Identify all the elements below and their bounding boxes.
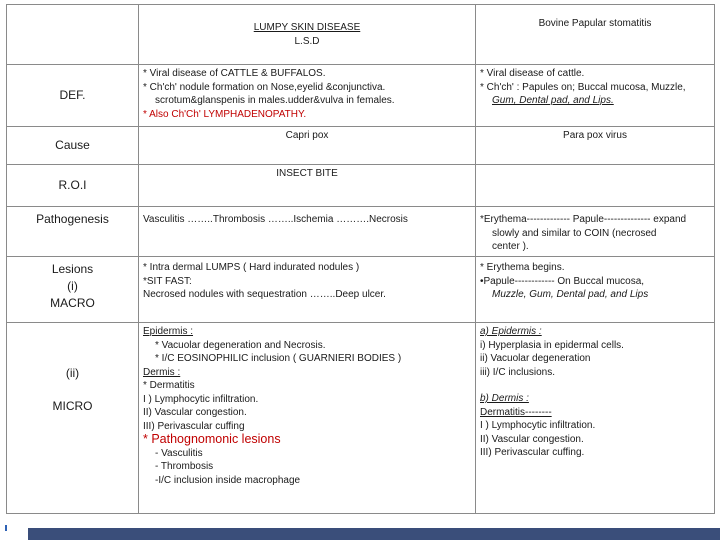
- micro-lsd-line5: * Dermatitis: [143, 380, 195, 391]
- micro-lsd-line3: * I/C EOSINOPHILIC inclusion ( GUARNIERI BODIES ): [155, 353, 402, 364]
- micro-bps-line4: iii) I/C inclusions.: [480, 366, 556, 378]
- micro-lsd-line2: * Vacuolar degeneration and Necrosis.: [155, 339, 326, 351]
- micro-label-cell: [7, 323, 139, 514]
- roi-lsd: INSECT BITE: [139, 165, 476, 207]
- lesions-label-line1: Lesions: [51, 262, 94, 276]
- pathogenesis-bps-cell: [476, 207, 715, 257]
- lsd-header: [139, 5, 476, 65]
- cause-row: [7, 127, 715, 165]
- def-lsd-line2: * Ch'ch' nodule formation on Nose,eyelid &conjunctiva.: [143, 81, 386, 93]
- micro-bps-spacer: [480, 379, 710, 392]
- micro-label-line2: MICRO: [52, 399, 93, 413]
- def-bps-line3: Gum, Dental pad, and Lips.: [492, 95, 614, 106]
- micro-bps-line9: III) Perivascular cuffing.: [480, 447, 585, 458]
- comparison-table: [6, 4, 715, 514]
- micro-label-line1: (ii): [65, 366, 80, 380]
- lesions-bps-line2: •Papule------------ On Buccal mucosa,: [480, 275, 645, 287]
- lesions-bps-line1: * Erythema begins.: [480, 262, 565, 273]
- def-row: [7, 65, 715, 127]
- micro-bps-cell: [476, 323, 715, 514]
- cause-lsd: Capri pox: [139, 127, 476, 165]
- pathogenesis-label: Pathogenesis: [7, 207, 139, 257]
- micro-lsd-line8: III) Perivascular cuffing: [143, 420, 245, 432]
- micro-lsd-line6: I ) Lymphocytic infiltration.: [143, 393, 259, 405]
- micro-lsd-line4: Dermis :: [143, 366, 181, 378]
- pathogenesis-bps-line2: slowly and similar to COIN (necrosed: [492, 227, 657, 239]
- micro-lsd-line12: -I/C inclusion inside macrophage: [155, 474, 301, 486]
- def-bps-line2: * Ch'ch' : Papules on; Buccal mucosa, Muzzle,: [480, 81, 686, 93]
- micro-lsd-line1: Epidermis :: [143, 326, 194, 337]
- lesions-lsd-line1: * Intra dermal LUMPS ( Hard indurated nodules ): [143, 262, 360, 273]
- micro-lsd-line11: - Thrombosis: [155, 461, 214, 472]
- lesions-label-line2: (i): [67, 279, 78, 293]
- def-lsd-line4: * Also Ch'Ch' LYMPHADENOPATHY.: [143, 108, 307, 120]
- slide-bullet-mark: [5, 525, 12, 531]
- lesions-label-cell: [7, 257, 139, 323]
- micro-bps-line3: ii) Vacuolar degeneration: [480, 353, 591, 364]
- def-lsd-cell: [139, 65, 476, 127]
- pathogenesis-row: [7, 207, 715, 257]
- lesions-label-line3: MACRO: [50, 296, 95, 310]
- lsd-title: LUMPY SKIN DISEASE: [253, 22, 361, 33]
- lesions-bps-line3: Muzzle, Gum, Dental pad, and Lips: [492, 289, 649, 300]
- cause-bps: Para pox virus: [476, 127, 715, 165]
- micro-bps-line5: b) Dermis :: [480, 393, 529, 404]
- pathogenesis-bps-line3: center ).: [492, 241, 529, 252]
- micro-lsd-pathognomonic: * Pathognomonic lesions: [143, 432, 281, 446]
- micro-lsd-line10: - Vasculitis: [155, 447, 203, 459]
- pathogenesis-bps-line1: *Erythema------------- Papule-------------- expand: [480, 214, 687, 225]
- lesions-bps-cell: [476, 257, 715, 323]
- def-label: DEF.: [7, 65, 139, 127]
- micro-bps-line1: a) Epidermis :: [480, 326, 542, 337]
- roi-bps-empty: [476, 165, 715, 207]
- micro-bps-line2: i) Hyperplasia in epidermal cells.: [480, 339, 624, 351]
- lsd-subtitle: L.S.D: [294, 35, 320, 47]
- bps-header: [476, 5, 715, 65]
- roi-label: R.O.I: [7, 165, 139, 207]
- def-bps-cell: [476, 65, 715, 127]
- lesions-lsd-line3: Necrosed nodules with sequestration ……..Deep ulcer.: [143, 289, 386, 300]
- def-lsd-line1: * Viral disease of CATTLE & BUFFALOS.: [143, 68, 326, 79]
- lesions-lsd-cell: [139, 257, 476, 323]
- slide-footer-bar: [28, 528, 720, 540]
- def-lsd-line3: scrotum&glanspenis in males.udder&vulva in females.: [155, 95, 395, 106]
- empty-header-cell: [7, 5, 139, 65]
- lesions-row: [7, 257, 715, 323]
- micro-row: [7, 323, 715, 514]
- micro-bps-line7: I ) Lymphocytic infiltration.: [480, 420, 596, 431]
- header-row: [7, 5, 715, 65]
- micro-bps-line6: Dermatitis--------: [480, 406, 552, 418]
- cause-label: Cause: [7, 127, 139, 165]
- micro-bps-line8: II) Vascular congestion.: [480, 433, 584, 445]
- roi-row: [7, 165, 715, 207]
- lesions-lsd-line2: *SIT FAST:: [143, 275, 192, 287]
- def-bps-line1: * Viral disease of cattle.: [480, 68, 585, 79]
- pathogenesis-lsd: Vasculitis ……..Thrombosis ……..Ischemia ……….Necrosis: [139, 207, 476, 257]
- bps-title: Bovine Papular stomatitis: [538, 18, 652, 29]
- micro-lsd-line7: II) Vascular congestion.: [143, 407, 247, 418]
- micro-lsd-cell: [139, 323, 476, 514]
